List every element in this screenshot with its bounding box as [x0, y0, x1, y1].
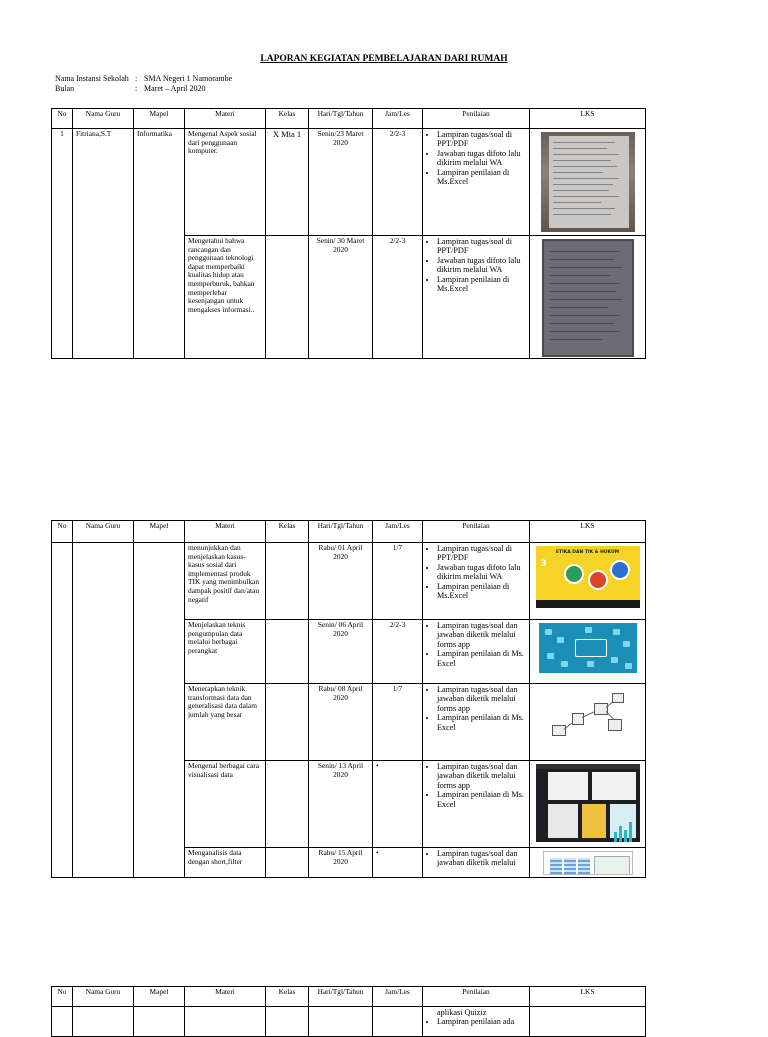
cell-kelas — [266, 684, 309, 761]
info-month-value: Maret – April 2020 — [144, 84, 206, 93]
cell-jam: • — [373, 848, 423, 878]
cell-materi: Mengenal Aspek sosial dari penggunaan komputer. — [185, 129, 266, 236]
worksheet-photo-icon[interactable] — [541, 132, 635, 232]
penilaian-item: • Lampiran penilaian ada — [437, 1017, 526, 1026]
cell-lks — [530, 620, 646, 684]
cell-materi: Menerapkan teknik transformasi data dan generalisasi data dalam jumlah yang besar — [185, 684, 266, 761]
cell-kelas — [266, 620, 309, 684]
col-header-mapel: Mapel — [134, 521, 185, 543]
video-thumbnail-icon[interactable]: ETIKA DAN TIK & HUKUM 3 — [536, 546, 640, 608]
report-table-2 — [51, 520, 646, 878]
cell-lks — [530, 129, 646, 236]
cell-guru — [73, 543, 134, 878]
penilaian-continued: aplikasi Quiziz — [437, 1008, 487, 1017]
cell-penilaian — [423, 761, 530, 848]
col-header-guru: Nama Guru — [73, 521, 134, 543]
penilaian-item: • Lampiran tugas/soal dan jawaban diketik melalui forms app — [437, 685, 526, 713]
cell-mapel: Informatika — [134, 129, 185, 359]
penilaian-item: • Lampiran penilaian di Ms.Excel — [437, 582, 526, 601]
data-flow-diagram-icon[interactable] — [548, 687, 628, 747]
cell-kelas — [266, 761, 309, 848]
col-header-penilaian: Penilaian — [423, 109, 530, 129]
cell-hari: Senin/ 06 April 2020 — [309, 620, 373, 684]
penilaian-item: • Lampiran tugas/soal dan jawaban diketik melalui forms app — [437, 762, 526, 790]
cell-penilaian — [423, 848, 530, 878]
col-header-hari: Hari/Tgl/Tahun — [309, 521, 373, 543]
penilaian-item: • Lampiran penilaian di Ms. Excel — [437, 713, 526, 732]
report-table-1 — [51, 108, 646, 359]
table-row — [52, 543, 646, 620]
col-header-no: No — [52, 987, 73, 1007]
cell-hari: Senin/ 30 Maret 2020 — [309, 236, 373, 359]
cell-guru — [73, 1007, 134, 1037]
cell-jam — [373, 1007, 423, 1037]
spreadsheet-screenshot-icon[interactable] — [543, 851, 633, 875]
cell-mapel — [134, 543, 185, 878]
cell-kelas — [266, 543, 309, 620]
internet-of-things-icon[interactable] — [539, 623, 637, 673]
cell-hari: Rabu/ 15 April 2020 — [309, 848, 373, 878]
penilaian-item: • Jawaban tugas difoto lalu dikirim melalui WA — [437, 149, 526, 168]
cell-penilaian — [423, 543, 530, 620]
penilaian-item: • Lampiran penilaian di Ms.Excel — [437, 168, 526, 187]
report-title: LAPORAN KEGIATAN PEMBELAJARAN DARI RUMAH — [260, 54, 508, 64]
penilaian-item: • Lampiran penilaian di Ms. Excel — [437, 649, 526, 668]
col-header-penilaian: Penilaian — [423, 521, 530, 543]
dashboard-visualization-icon[interactable] — [536, 764, 640, 842]
col-header-penilaian: Penilaian — [423, 987, 530, 1007]
col-header-no: No — [52, 109, 73, 129]
col-header-no: No — [52, 521, 73, 543]
cell-lks — [530, 543, 646, 620]
cell-hari: Senin/ 13 April 2020 — [309, 761, 373, 848]
col-header-lks: LKS — [530, 521, 646, 543]
col-header-mapel: Mapel — [134, 109, 185, 129]
cell-lks — [530, 761, 646, 848]
col-header-guru: Nama Guru — [73, 109, 134, 129]
col-header-materi: Materi — [185, 521, 266, 543]
cell-jam: 2/2-3 — [373, 129, 423, 236]
cell-mapel — [134, 1007, 185, 1037]
col-header-hari: Hari/Tgl/Tahun — [309, 109, 373, 129]
cell-penilaian — [423, 1007, 530, 1037]
cell-lks — [530, 848, 646, 878]
cell-kelas — [266, 848, 309, 878]
cell-no — [52, 543, 73, 878]
cell-kelas: X Mia 1 — [266, 129, 309, 236]
video-title: ETIKA DAN TIK & HUKUM — [555, 550, 620, 555]
col-header-jam: Jam/Les — [373, 521, 423, 543]
cell-kelas — [266, 236, 309, 359]
cell-materi: Mengetahui bahwa rancangan dan penggunaan teknologi dapat memperbaiki kualitas hidup atau memperburuk, bahkan memperlebar kesenjangan untuk mengakses informasi.. — [185, 236, 266, 359]
cell-jam: 2/2-3 — [373, 620, 423, 684]
cell-hari: Rabu/ 01 April 2020 — [309, 543, 373, 620]
table-row — [52, 1007, 646, 1037]
cell-lks — [530, 1007, 646, 1037]
cell-jam: 1/7 — [373, 543, 423, 620]
col-header-hari: Hari/Tgl/Tahun — [309, 987, 373, 1007]
info-school-value: SMA Negeri 1 Namorambe — [144, 74, 233, 83]
table-header-row — [52, 109, 646, 129]
penilaian-item: • Lampiran tugas/soal dan jawaban diketik melalui — [437, 849, 526, 868]
cell-hari: Senin/23 Maret 2020 — [309, 129, 373, 236]
col-header-kelas: Kelas — [266, 109, 309, 129]
cell-penilaian — [423, 684, 530, 761]
col-header-jam: Jam/Les — [373, 987, 423, 1007]
cell-jam: 2/2-3 — [373, 236, 423, 359]
cell-materi: Menganalisis data dengan short,filter — [185, 848, 266, 878]
table-header-row — [52, 987, 646, 1007]
col-header-kelas: Kelas — [266, 521, 309, 543]
report-table-3 — [51, 986, 646, 1037]
cell-guru: Fitriana,S.T — [73, 129, 134, 359]
cell-penilaian — [423, 236, 530, 359]
cell-kelas — [266, 1007, 309, 1037]
cell-no — [52, 1007, 73, 1037]
col-header-lks: LKS — [530, 109, 646, 129]
cell-materi: Mengenal berbagai cara visualisasi data — [185, 761, 266, 848]
col-header-guru: Nama Guru — [73, 987, 134, 1007]
cell-materi: menunjukkan dan menjelaskan kasus-kasus sosial dari implementasi produk TIK yang menimbulkan dampak positif dan/atau negatif — [185, 543, 266, 620]
cell-penilaian — [423, 129, 530, 236]
col-header-lks: LKS — [530, 987, 646, 1007]
penilaian-item: • Jawaban tugas difoto lalu dikirim melalui WA — [437, 563, 526, 582]
table-header-row — [52, 521, 646, 543]
cell-penilaian — [423, 620, 530, 684]
cell-lks — [530, 684, 646, 761]
col-header-materi: Materi — [185, 987, 266, 1007]
col-header-materi: Materi — [185, 109, 266, 129]
cell-materi: Menjelaskan teknis pengumpulan data melalui berbagai perangkat — [185, 620, 266, 684]
penilaian-item: • Lampiran tugas/soal di PPT/PDF — [437, 237, 526, 256]
penilaian-item: • Lampiran tugas/soal di PPT/PDF — [437, 130, 526, 149]
penilaian-item: • Lampiran tugas/soal dan jawaban diketik melalui forms app — [437, 621, 526, 649]
col-header-mapel: Mapel — [134, 987, 185, 1007]
cell-no: 1 — [52, 129, 73, 359]
info-school-label: Nama Instansi Sekolah — [55, 74, 129, 83]
penilaian-item: • Jawaban tugas difoto lalu dikirim melalui WA — [437, 256, 526, 275]
penilaian-item: • Lampiran penilaian di Ms.Excel — [437, 275, 526, 294]
cell-hari: Rabu/ 08 April 2020 — [309, 684, 373, 761]
cell-jam: • — [373, 761, 423, 848]
info-month-label: Bulan — [55, 84, 75, 93]
col-header-kelas: Kelas — [266, 987, 309, 1007]
worksheet-photo-icon[interactable] — [542, 239, 634, 357]
penilaian-item: • Lampiran penilaian di Ms. Excel — [437, 790, 526, 809]
info-month: Bulan : Maret – April 2020 — [55, 84, 206, 93]
cell-materi — [185, 1007, 266, 1037]
cell-hari — [309, 1007, 373, 1037]
col-header-jam: Jam/Les — [373, 109, 423, 129]
table-row — [52, 129, 646, 236]
penilaian-item: • Lampiran tugas/soal di PPT/PDF — [437, 544, 526, 563]
cell-jam: 1/7 — [373, 684, 423, 761]
cell-lks — [530, 236, 646, 359]
info-school: Nama Instansi Sekolah : SMA Negeri 1 Namorambe — [55, 74, 233, 83]
